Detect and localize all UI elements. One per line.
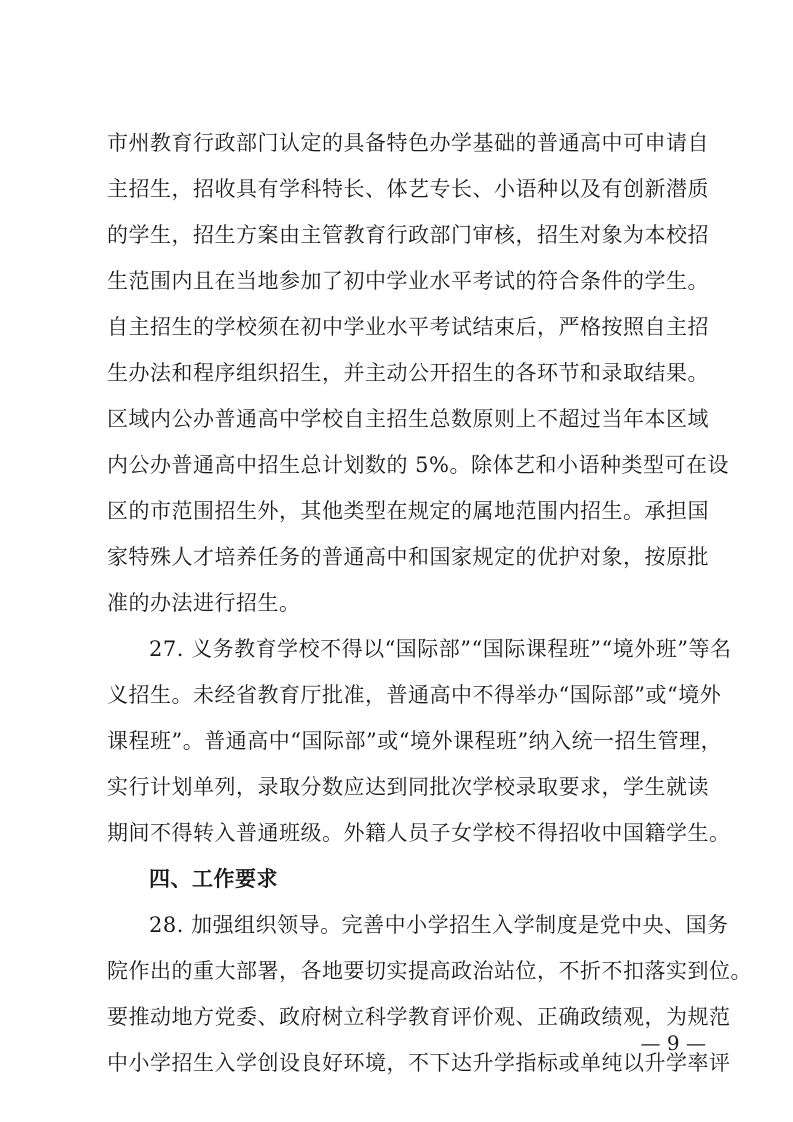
- text-line-10: 家特殊人才培养任务的普通高中和国家规定的优护对象，按原批: [107, 545, 709, 569]
- text-line-6: 生办法和程序组织招生，并主动公开招生的各环节和录取结果。: [107, 361, 709, 385]
- text-line-13: 义招生。未经省教育厅批准，普通高中不得举办“国际部”或“境外: [107, 683, 722, 707]
- page-number: — 9 —: [640, 1031, 706, 1055]
- text-line-11: 准的办法进行招生。: [107, 591, 301, 615]
- text-line-14: 课程班”。普通高中“国际部”或“境外课程班”纳入统一招生管理，: [107, 729, 723, 753]
- text-line-18: 28. 加强组织领导。完善中小学招生入学制度是党中央、国务: [149, 913, 729, 937]
- text-line-12: 27. 义务教育学校不得以“国际部”“国际课程班”“境外班”等名: [149, 637, 732, 661]
- section-heading: 四、工作要求: [149, 867, 278, 891]
- text-line-2: 主招生，招收具有学科特长、体艺专长、小语种以及有创新潜质: [107, 177, 709, 201]
- text-line-4: 生范围内且在当地参加了初中学业水平考试的符合条件的学生。: [107, 269, 709, 293]
- text-line-5: 自主招生的学校须在初中学业水平考试结束后，严格按照自主招: [107, 315, 709, 339]
- text-line-16: 期间不得转入普通班级。外籍人员子女学校不得招收中国籍学生。: [107, 821, 731, 845]
- text-line-1: 市州教育行政部门认定的具备特色办学基础的普通高中可申请自: [107, 131, 709, 155]
- text-line-3: 的学生，招生方案由主管教育行政部门审核，招生对象为本校招: [107, 223, 709, 247]
- text-line-7: 区域内公办普通高中学校自主招生总数原则上不超过当年本区域: [107, 407, 709, 431]
- text-line-15: 实行计划单列，录取分数应达到同批次学校录取要求，学生就读: [107, 775, 709, 799]
- text-line-20: 要推动地方党委、政府树立科学教育评价观、正确政绩观，为规范: [107, 1005, 731, 1029]
- text-line-19: 院作出的重大部署，各地要切实提高政治站位，不折不扣落实到位。: [107, 959, 752, 983]
- text-line-8: 内公办普通高中招生总计划数的 5%。除体艺和小语种类型可在设: [107, 453, 729, 477]
- text-line-21: 中小学招生入学创设良好环境，不下达升学指标或单纯以升学率评: [107, 1051, 731, 1075]
- text-line-9: 区的市范围招生外，其他类型在规定的属地范围内招生。承担国: [107, 499, 709, 523]
